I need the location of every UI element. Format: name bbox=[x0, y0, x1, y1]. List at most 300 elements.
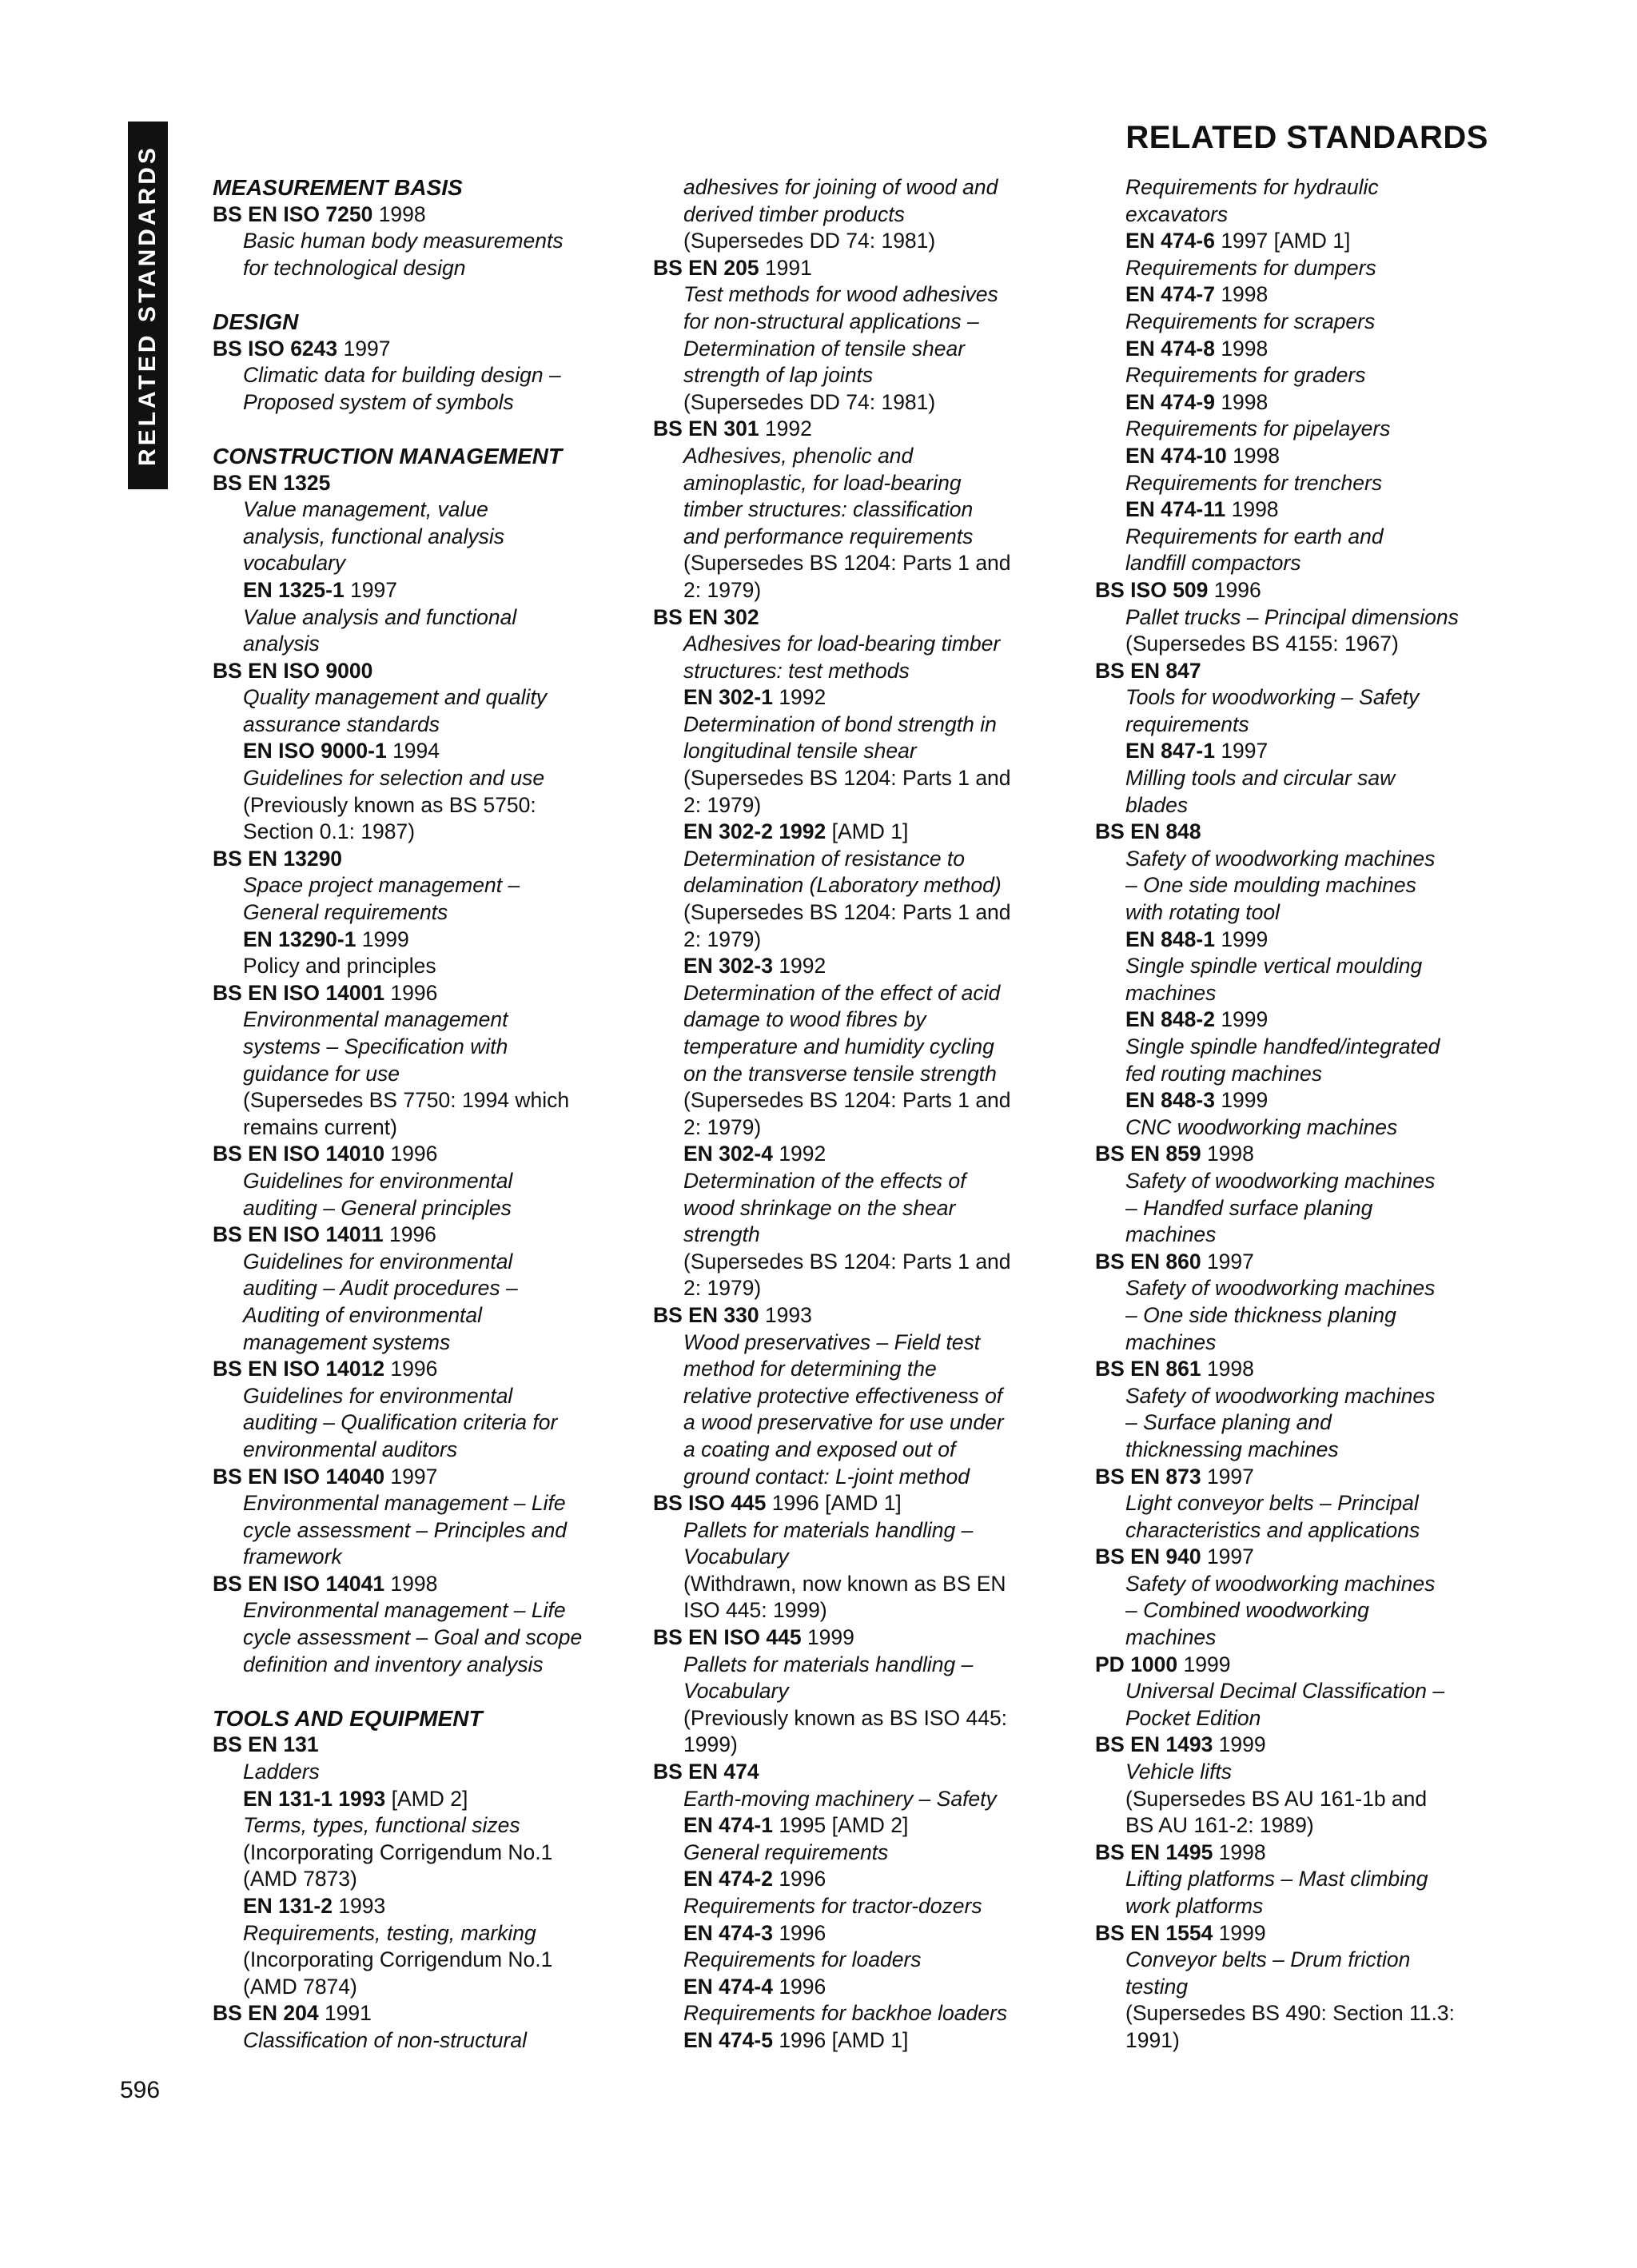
standard-details: 1998 bbox=[384, 1571, 438, 1596]
standard-code: PD 1000 bbox=[1095, 1652, 1178, 1676]
standard-note: (Supersedes DD 74: 1981) bbox=[683, 389, 936, 414]
standard-description: Auditing of environmental bbox=[243, 1302, 483, 1327]
standard-description: Pallets for materials handling – bbox=[683, 1517, 974, 1542]
standard-description: Pallets for materials handling – bbox=[683, 1652, 974, 1676]
sub-standard-entry bbox=[653, 1866, 1069, 1893]
standard-details: 1998 bbox=[1226, 443, 1281, 468]
standard-description: Guidelines for environmental bbox=[243, 1383, 513, 1408]
standard-details: 1996 bbox=[384, 980, 438, 1005]
standard-note: (Supersedes BS 1204: Parts 1 and bbox=[683, 551, 1011, 576]
standard-description: ground contact: L-joint method bbox=[683, 1464, 970, 1489]
standard-description: testing bbox=[1125, 1974, 1189, 1999]
standard-details: 1996 [AMD 1] bbox=[772, 2027, 909, 2052]
standard-description: a coating and exposed out of bbox=[683, 1437, 956, 1461]
standard-description: Determination of tensile shear bbox=[683, 336, 966, 361]
standard-description: Lifting platforms – Mast climbing bbox=[1125, 1867, 1428, 1891]
standard-details: 1996 bbox=[772, 1920, 826, 1945]
standard-code: BS EN ISO 14012 bbox=[213, 1357, 385, 1381]
standard-note: (Supersedes DD 74: 1981) bbox=[683, 229, 936, 253]
standard-description: Safety of woodworking machines bbox=[1125, 1168, 1436, 1193]
standard-description: Milling tools and circular saw bbox=[1125, 766, 1396, 791]
standard-description: for technological design bbox=[243, 255, 466, 280]
standard-description: Requirements for earth and bbox=[1125, 524, 1384, 548]
standard-details: 1997 bbox=[1201, 1464, 1254, 1489]
standard-note: (Supersedes BS AU 161-1b and bbox=[1125, 1786, 1428, 1811]
standard-note: (Supersedes BS 1204: Parts 1 and bbox=[683, 1249, 1011, 1274]
standard-description: Requirements for tractor-dozers bbox=[683, 1894, 982, 1918]
standard-code: EN 474-4 bbox=[683, 1974, 773, 1999]
standard-description: aminoplastic, for load-bearing bbox=[683, 470, 962, 495]
standard-description: Space project management – bbox=[243, 873, 520, 898]
standard-description: Adhesives for load-bearing timber bbox=[683, 632, 1001, 656]
standard-code: EN 131-1 1993 bbox=[243, 1786, 386, 1811]
standard-description: wood shrinkage on the shear bbox=[683, 1195, 956, 1220]
standard-entry bbox=[1095, 1840, 1511, 1867]
standard-details: 1992 bbox=[772, 1142, 826, 1166]
standard-note: 2: 1979) bbox=[683, 577, 762, 602]
standard-entry bbox=[1095, 1652, 1511, 1679]
standard-details: 1998 bbox=[1213, 1840, 1266, 1864]
standard-description: Determination of bond strength in bbox=[683, 711, 997, 736]
standard-code: BS EN 940 bbox=[1095, 1545, 1201, 1569]
standard-description: Proposed system of symbols bbox=[243, 389, 514, 414]
standard-description: Requirements for graders bbox=[1125, 363, 1366, 388]
standard-details: 1992 bbox=[772, 954, 826, 979]
standard-code: BS EN 205 bbox=[653, 255, 759, 280]
standard-note: (Supersedes BS 1204: Parts 1 and bbox=[683, 1088, 1011, 1113]
standard-code: EN 474-2 bbox=[683, 1867, 773, 1891]
standard-description: machines bbox=[1125, 980, 1217, 1005]
standard-details: 1998 bbox=[372, 201, 426, 226]
standard-description: Wood preservatives – Field test bbox=[683, 1329, 981, 1354]
section-heading: TOOLS AND EQUIPMENT bbox=[213, 1705, 483, 1731]
sub-standard-entry bbox=[653, 1920, 1069, 1947]
standard-code: EN 474-7 bbox=[1125, 282, 1215, 307]
standard-description: Classification of non-structural bbox=[243, 2027, 527, 2052]
standard-details: 1999 bbox=[1213, 1732, 1266, 1757]
standard-details: 1996 bbox=[384, 1357, 438, 1381]
standard-description: auditing – Audit procedures – bbox=[243, 1276, 518, 1301]
standard-details: 1994 bbox=[386, 739, 440, 763]
standard-description: strength of lap joints bbox=[683, 363, 874, 388]
standard-entry bbox=[653, 1624, 1069, 1652]
standard-description: assurance standards bbox=[243, 711, 440, 736]
standard-code: BS EN 131 bbox=[213, 1732, 319, 1757]
standard-description: Value analysis and functional bbox=[243, 604, 517, 629]
standard-details: 1993 bbox=[332, 1894, 386, 1918]
standard-description: landfill compactors bbox=[1125, 551, 1301, 576]
standard-description: – Combined woodworking bbox=[1125, 1598, 1369, 1623]
standard-code: BS EN 204 bbox=[213, 2001, 319, 2026]
sub-standard-entry bbox=[1095, 1087, 1511, 1114]
standard-description: environmental auditors bbox=[243, 1437, 458, 1461]
standard-details: 1997 bbox=[337, 336, 391, 361]
standard-details: [AMD 1] bbox=[826, 819, 909, 844]
standard-entry bbox=[1095, 1464, 1511, 1491]
standard-description: Requirements, testing, marking bbox=[243, 1920, 536, 1945]
standard-description: Terms, types, functional sizes bbox=[243, 1813, 520, 1838]
standard-description: Pallet trucks – Principal dimensions bbox=[1125, 604, 1459, 629]
standard-description: Requirements for dumpers bbox=[1125, 255, 1376, 280]
sub-standard-entry bbox=[653, 953, 1069, 980]
standard-entry bbox=[213, 1222, 612, 1249]
page-number: 596 bbox=[120, 2077, 161, 2103]
standard-details: 1999 bbox=[356, 927, 409, 951]
standard-code: BS EN 1325 bbox=[213, 470, 331, 495]
standard-note: 2: 1979) bbox=[683, 1114, 762, 1139]
standard-description: Requirements for loaders bbox=[683, 1947, 922, 1972]
standard-note: (Supersedes BS 1204: Parts 1 and bbox=[683, 900, 1011, 925]
sub-standard-entry bbox=[1095, 496, 1511, 524]
standard-description: timber structures: classification bbox=[683, 497, 974, 522]
standard-entry bbox=[213, 1356, 612, 1383]
standard-code: EN 302-1 bbox=[683, 685, 773, 710]
standard-description: General requirements bbox=[243, 900, 448, 925]
standard-description: – One side moulding machines bbox=[1125, 873, 1416, 898]
sub-standard-entry bbox=[1095, 228, 1511, 255]
standard-code: BS ISO 6243 bbox=[213, 336, 338, 361]
standard-description: Safety of woodworking machines bbox=[1125, 1383, 1436, 1408]
section-heading: CONSTRUCTION MANAGEMENT bbox=[213, 443, 563, 468]
standard-description: systems – Specification with bbox=[243, 1034, 508, 1058]
standard-entry bbox=[1095, 1920, 1511, 1947]
standard-entry bbox=[213, 336, 612, 363]
standard-description: Guidelines for selection and use bbox=[243, 766, 545, 791]
standard-description: adhesives for joining of wood and bbox=[683, 175, 998, 199]
standard-description: Conveyor belts – Drum friction bbox=[1125, 1947, 1411, 1972]
standard-description: on the transverse tensile strength bbox=[683, 1061, 997, 1086]
standard-description: General requirements bbox=[683, 1840, 889, 1864]
sub-standard-entry bbox=[653, 819, 1069, 846]
section-spacer bbox=[213, 1678, 612, 1705]
standard-details: 1998 bbox=[1214, 389, 1269, 414]
standard-note: (Incorporating Corrigendum No.1 bbox=[243, 1840, 553, 1864]
standard-description: with rotating tool bbox=[1125, 900, 1280, 925]
standard-description: Climatic data for building design – bbox=[243, 363, 561, 388]
sub-standard-entry bbox=[1095, 443, 1511, 470]
standard-code: EN 474-1 bbox=[683, 1813, 773, 1838]
standard-description: Ladders bbox=[243, 1760, 320, 1784]
standard-description: Tools for woodworking – Safety bbox=[1125, 685, 1420, 710]
standard-description: characteristics and applications bbox=[1125, 1517, 1420, 1542]
sub-standard-entry bbox=[1095, 738, 1511, 765]
standard-code: EN 848-3 bbox=[1125, 1088, 1215, 1113]
standard-details: 1999 bbox=[1177, 1652, 1231, 1676]
standard-description: Environmental management – Life bbox=[243, 1598, 566, 1623]
standard-code: EN 302-2 1992 bbox=[683, 819, 826, 844]
standard-entry bbox=[213, 658, 612, 685]
standard-description: Safety of woodworking machines bbox=[1125, 1276, 1436, 1301]
standard-code: EN 131-2 bbox=[243, 1894, 333, 1918]
sub-standard-entry bbox=[653, 1812, 1069, 1840]
standard-code: EN 302-4 bbox=[683, 1142, 773, 1166]
standard-note: BS AU 161-2: 1989) bbox=[1125, 1813, 1314, 1838]
standard-description: Determination of resistance to bbox=[683, 846, 966, 871]
standard-description: Single spindle handfed/integrated bbox=[1125, 1034, 1440, 1058]
standard-details: 1997 bbox=[384, 1464, 438, 1489]
standard-entry bbox=[1095, 577, 1511, 604]
standard-entry bbox=[1095, 1356, 1511, 1383]
standard-details: 1999 bbox=[801, 1625, 854, 1650]
standard-note: Section 0.1: 1987) bbox=[243, 819, 416, 844]
standard-code: EN 1325-1 bbox=[243, 577, 345, 602]
standard-description: a wood preservative for use under bbox=[683, 1410, 1004, 1435]
standard-details: 1997 bbox=[344, 577, 398, 602]
standard-description: Basic human body measurements bbox=[243, 229, 564, 253]
standard-description: analysis, functional analysis bbox=[243, 524, 505, 548]
standard-description: and performance requirements bbox=[683, 524, 974, 548]
sub-standard-entry bbox=[213, 738, 612, 765]
standard-details: 1999 bbox=[1214, 1007, 1269, 1032]
standard-description: work platforms bbox=[1125, 1894, 1264, 1918]
standard-description: Safety of woodworking machines bbox=[1125, 846, 1436, 871]
standard-description: Environmental management – Life bbox=[243, 1491, 566, 1516]
standard-details: 1997 [AMD 1] bbox=[1214, 229, 1351, 253]
standard-entry bbox=[213, 846, 612, 873]
standard-description: Adhesives, phenolic and bbox=[683, 443, 914, 468]
standard-code: BS EN ISO 14001 bbox=[213, 980, 385, 1005]
sub-standard-entry bbox=[213, 577, 612, 604]
standard-description: Requirements for pipelayers bbox=[1125, 417, 1391, 441]
standard-details: 1996 bbox=[1208, 577, 1261, 602]
standard-description: auditing – General principles bbox=[243, 1195, 512, 1220]
standard-entry bbox=[213, 2000, 612, 2027]
column-2 bbox=[653, 174, 1069, 2055]
standard-note: 1999) bbox=[683, 1732, 738, 1757]
standard-code: BS EN ISO 14041 bbox=[213, 1571, 385, 1596]
standard-entry bbox=[213, 1732, 612, 1759]
standard-description: definition and inventory analysis bbox=[243, 1652, 544, 1676]
standard-description: for non-structural applications – bbox=[683, 309, 979, 333]
standard-entry bbox=[213, 1571, 612, 1598]
standard-description: Single spindle vertical moulding bbox=[1125, 954, 1423, 979]
standard-note: (AMD 7873) bbox=[243, 1867, 357, 1891]
standard-details: 1992 bbox=[772, 685, 826, 710]
standard-code: EN 847-1 bbox=[1125, 739, 1215, 763]
standard-note: (Withdrawn, now known as BS EN bbox=[683, 1571, 1006, 1596]
standard-code: EN 474-10 bbox=[1125, 443, 1227, 468]
standard-details: 1996 bbox=[383, 1222, 436, 1247]
standard-code: BS EN 859 bbox=[1095, 1142, 1201, 1166]
sub-standard-entry bbox=[653, 2027, 1069, 2055]
standard-description: structures: test methods bbox=[683, 658, 910, 683]
standard-description: vocabulary bbox=[243, 551, 346, 576]
standard-description: machines bbox=[1125, 1222, 1217, 1247]
standard-description: analysis bbox=[243, 632, 320, 656]
standard-code: BS EN ISO 14010 bbox=[213, 1142, 385, 1166]
standard-description: Pocket Edition bbox=[1125, 1705, 1261, 1730]
sub-standard-entry bbox=[213, 1893, 612, 1920]
standard-description: relative protective effectiveness of bbox=[683, 1383, 1003, 1408]
standard-details: 1998 bbox=[1225, 497, 1279, 522]
standard-code: EN 474-11 bbox=[1125, 497, 1226, 522]
standard-entry bbox=[1095, 1141, 1511, 1168]
standard-note: (Supersedes BS 490: Section 11.3: bbox=[1125, 2001, 1455, 2026]
standard-code: BS EN 1554 bbox=[1095, 1920, 1213, 1945]
standard-description: Light conveyor belts – Principal bbox=[1125, 1491, 1419, 1516]
column-1 bbox=[213, 174, 612, 2055]
standard-description: Guidelines for environmental bbox=[243, 1168, 513, 1193]
standard-code: BS EN ISO 445 bbox=[653, 1625, 802, 1650]
standard-description: Value management, value bbox=[243, 497, 488, 522]
standard-note: remains current) bbox=[243, 1114, 397, 1139]
standard-description: management systems bbox=[243, 1329, 451, 1354]
standard-entry bbox=[213, 201, 612, 229]
standard-code: EN 474-3 bbox=[683, 1920, 773, 1945]
standard-description: auditing – Qualification criteria for bbox=[243, 1410, 558, 1435]
standard-description: Vocabulary bbox=[683, 1545, 789, 1569]
standard-details: 1999 bbox=[1214, 1088, 1269, 1113]
sub-standard-entry bbox=[1095, 1006, 1511, 1034]
standard-note: (Previously known as BS 5750: bbox=[243, 792, 536, 817]
sub-standard-entry bbox=[653, 1141, 1069, 1168]
standard-note: (AMD 7874) bbox=[243, 1974, 357, 1999]
standard-entry bbox=[653, 255, 1069, 282]
standard-code: BS EN 330 bbox=[653, 1302, 759, 1327]
standard-details: 1998 bbox=[1201, 1357, 1254, 1381]
standard-details: 1992 bbox=[759, 417, 812, 441]
standard-description: Universal Decimal Classification – bbox=[1125, 1679, 1445, 1704]
standard-details: [AMD 2] bbox=[385, 1786, 468, 1811]
standard-description: fed routing machines bbox=[1125, 1061, 1323, 1086]
standard-entry bbox=[653, 1759, 1069, 1786]
section-spacer bbox=[213, 281, 612, 309]
standard-entry bbox=[213, 1464, 612, 1491]
standard-details: 1998 bbox=[1214, 336, 1269, 361]
standard-note: 2: 1979) bbox=[683, 927, 762, 951]
standard-description: excavators bbox=[1125, 201, 1229, 226]
section-spacer bbox=[213, 416, 612, 443]
standard-details: 1996 bbox=[384, 1142, 438, 1166]
standard-description: Vocabulary bbox=[683, 1679, 789, 1704]
standard-description: Environmental management bbox=[243, 1007, 508, 1032]
section-heading: MEASUREMENT BASIS bbox=[213, 175, 463, 200]
standard-description: requirements bbox=[1125, 711, 1249, 736]
standard-description: cycle assessment – Goal and scope bbox=[243, 1625, 583, 1650]
standard-entry bbox=[1095, 658, 1511, 685]
standard-code: EN 302-3 bbox=[683, 954, 773, 979]
standard-code: BS EN 847 bbox=[1095, 658, 1201, 683]
standard-entry bbox=[213, 470, 612, 497]
standard-description: blades bbox=[1125, 792, 1189, 817]
sub-standard-entry bbox=[213, 1786, 612, 1813]
standard-code: BS EN 848 bbox=[1095, 819, 1201, 844]
standard-description: longitudinal tensile shear bbox=[683, 739, 917, 763]
standard-code: BS EN 860 bbox=[1095, 1249, 1201, 1274]
standard-description: cycle assessment – Principles and bbox=[243, 1517, 568, 1542]
standard-details: 1996 [AMD 1] bbox=[766, 1491, 902, 1516]
standard-description: derived timber products bbox=[683, 201, 905, 226]
standard-description: Vehicle lifts bbox=[1125, 1760, 1233, 1784]
sub-standard-entry bbox=[653, 1974, 1069, 2001]
standard-note: (Supersedes BS 1204: Parts 1 and bbox=[683, 766, 1011, 791]
standard-code: BS EN ISO 7250 bbox=[213, 201, 373, 226]
standard-note: (Incorporating Corrigendum No.1 bbox=[243, 1947, 553, 1972]
standard-code: BS ISO 445 bbox=[653, 1491, 767, 1516]
standard-details: 1997 bbox=[1201, 1545, 1254, 1569]
standard-entry bbox=[213, 1141, 612, 1168]
standard-description: Guidelines for environmental bbox=[243, 1249, 513, 1274]
standard-entry bbox=[653, 1490, 1069, 1517]
standard-entry bbox=[653, 604, 1069, 632]
standard-description: delamination (Laboratory method) bbox=[683, 873, 1002, 898]
standard-description: Quality management and quality bbox=[243, 685, 548, 710]
side-tab-label: RELATED STANDARDS bbox=[134, 145, 161, 466]
standard-description: Requirements for backhoe loaders bbox=[683, 2001, 1008, 2026]
standard-code: BS EN 1493 bbox=[1095, 1732, 1213, 1757]
standard-note: ISO 445: 1999) bbox=[683, 1598, 827, 1623]
standard-code: BS EN 861 bbox=[1095, 1357, 1201, 1381]
standard-entry bbox=[1095, 819, 1511, 846]
standard-note: (Previously known as BS ISO 445: bbox=[683, 1705, 1008, 1730]
standard-details: 1996 bbox=[772, 1867, 826, 1891]
standard-note: 2: 1979) bbox=[683, 792, 762, 817]
standard-code: BS EN ISO 9000 bbox=[213, 658, 373, 683]
standard-entry bbox=[1095, 1544, 1511, 1571]
standard-description: Requirements for hydraulic bbox=[1125, 175, 1379, 199]
standard-code: BS EN 873 bbox=[1095, 1464, 1201, 1489]
standard-code: EN 474-6 bbox=[1125, 229, 1215, 253]
standard-details: 1998 bbox=[1201, 1142, 1254, 1166]
page-header-title: RELATED STANDARDS bbox=[1125, 120, 1488, 155]
sub-standard-entry bbox=[1095, 927, 1511, 954]
standard-code: BS EN 474 bbox=[653, 1760, 759, 1784]
standard-details: 1999 bbox=[1214, 927, 1269, 951]
standard-code: BS EN 13290 bbox=[213, 846, 343, 871]
standard-details: 1997 bbox=[1201, 1249, 1254, 1274]
standard-description: thicknessing machines bbox=[1125, 1437, 1339, 1461]
standard-description: Determination of the effect of acid bbox=[683, 980, 1001, 1005]
standard-code: EN 13290-1 bbox=[243, 927, 356, 951]
standard-details: 1999 bbox=[1213, 1920, 1266, 1945]
side-tab bbox=[128, 122, 168, 489]
standard-code: EN 474-8 bbox=[1125, 336, 1215, 361]
standard-details: 1991 bbox=[318, 2001, 372, 2026]
sub-standard-entry bbox=[653, 684, 1069, 711]
standard-code: BS ISO 509 bbox=[1095, 577, 1209, 602]
standard-note: 2: 1979) bbox=[683, 1276, 762, 1301]
standard-details: 1998 bbox=[1214, 282, 1269, 307]
standard-entry bbox=[653, 416, 1069, 443]
standard-note: (Supersedes BS 7750: 1994 which bbox=[243, 1088, 570, 1113]
standard-description: – One side thickness planing bbox=[1125, 1302, 1396, 1327]
standard-code: EN ISO 9000-1 bbox=[243, 739, 387, 763]
standard-description: Determination of the effects of bbox=[683, 1168, 966, 1193]
standard-description: framework bbox=[243, 1545, 342, 1569]
sub-standard-entry bbox=[1095, 336, 1511, 363]
standard-details: 1996 bbox=[772, 1974, 826, 1999]
standard-description: machines bbox=[1125, 1625, 1217, 1650]
standard-description: guidance for use bbox=[243, 1061, 400, 1086]
standard-entry bbox=[1095, 1249, 1511, 1276]
standard-description: Requirements for trenchers bbox=[1125, 470, 1383, 495]
standard-note: Policy and principles bbox=[243, 954, 436, 979]
standard-code: BS EN ISO 14040 bbox=[213, 1464, 385, 1489]
standard-code: BS EN 302 bbox=[653, 604, 759, 629]
section-heading: DESIGN bbox=[213, 309, 299, 334]
standard-code: BS EN 301 bbox=[653, 417, 759, 441]
standard-details: 1993 bbox=[759, 1302, 812, 1327]
standard-description: strength bbox=[683, 1222, 760, 1247]
standard-description: method for determining the bbox=[683, 1357, 937, 1381]
standard-description: – Surface planing and bbox=[1125, 1410, 1332, 1435]
standard-description: temperature and humidity cycling bbox=[683, 1034, 994, 1058]
standard-details: 1997 bbox=[1214, 739, 1269, 763]
standard-note: (Supersedes BS 4155: 1967) bbox=[1125, 632, 1399, 656]
standard-code: BS EN ISO 14011 bbox=[213, 1222, 384, 1247]
standard-description: Test methods for wood adhesives bbox=[683, 282, 998, 307]
standard-note: 1991) bbox=[1125, 2027, 1180, 2052]
